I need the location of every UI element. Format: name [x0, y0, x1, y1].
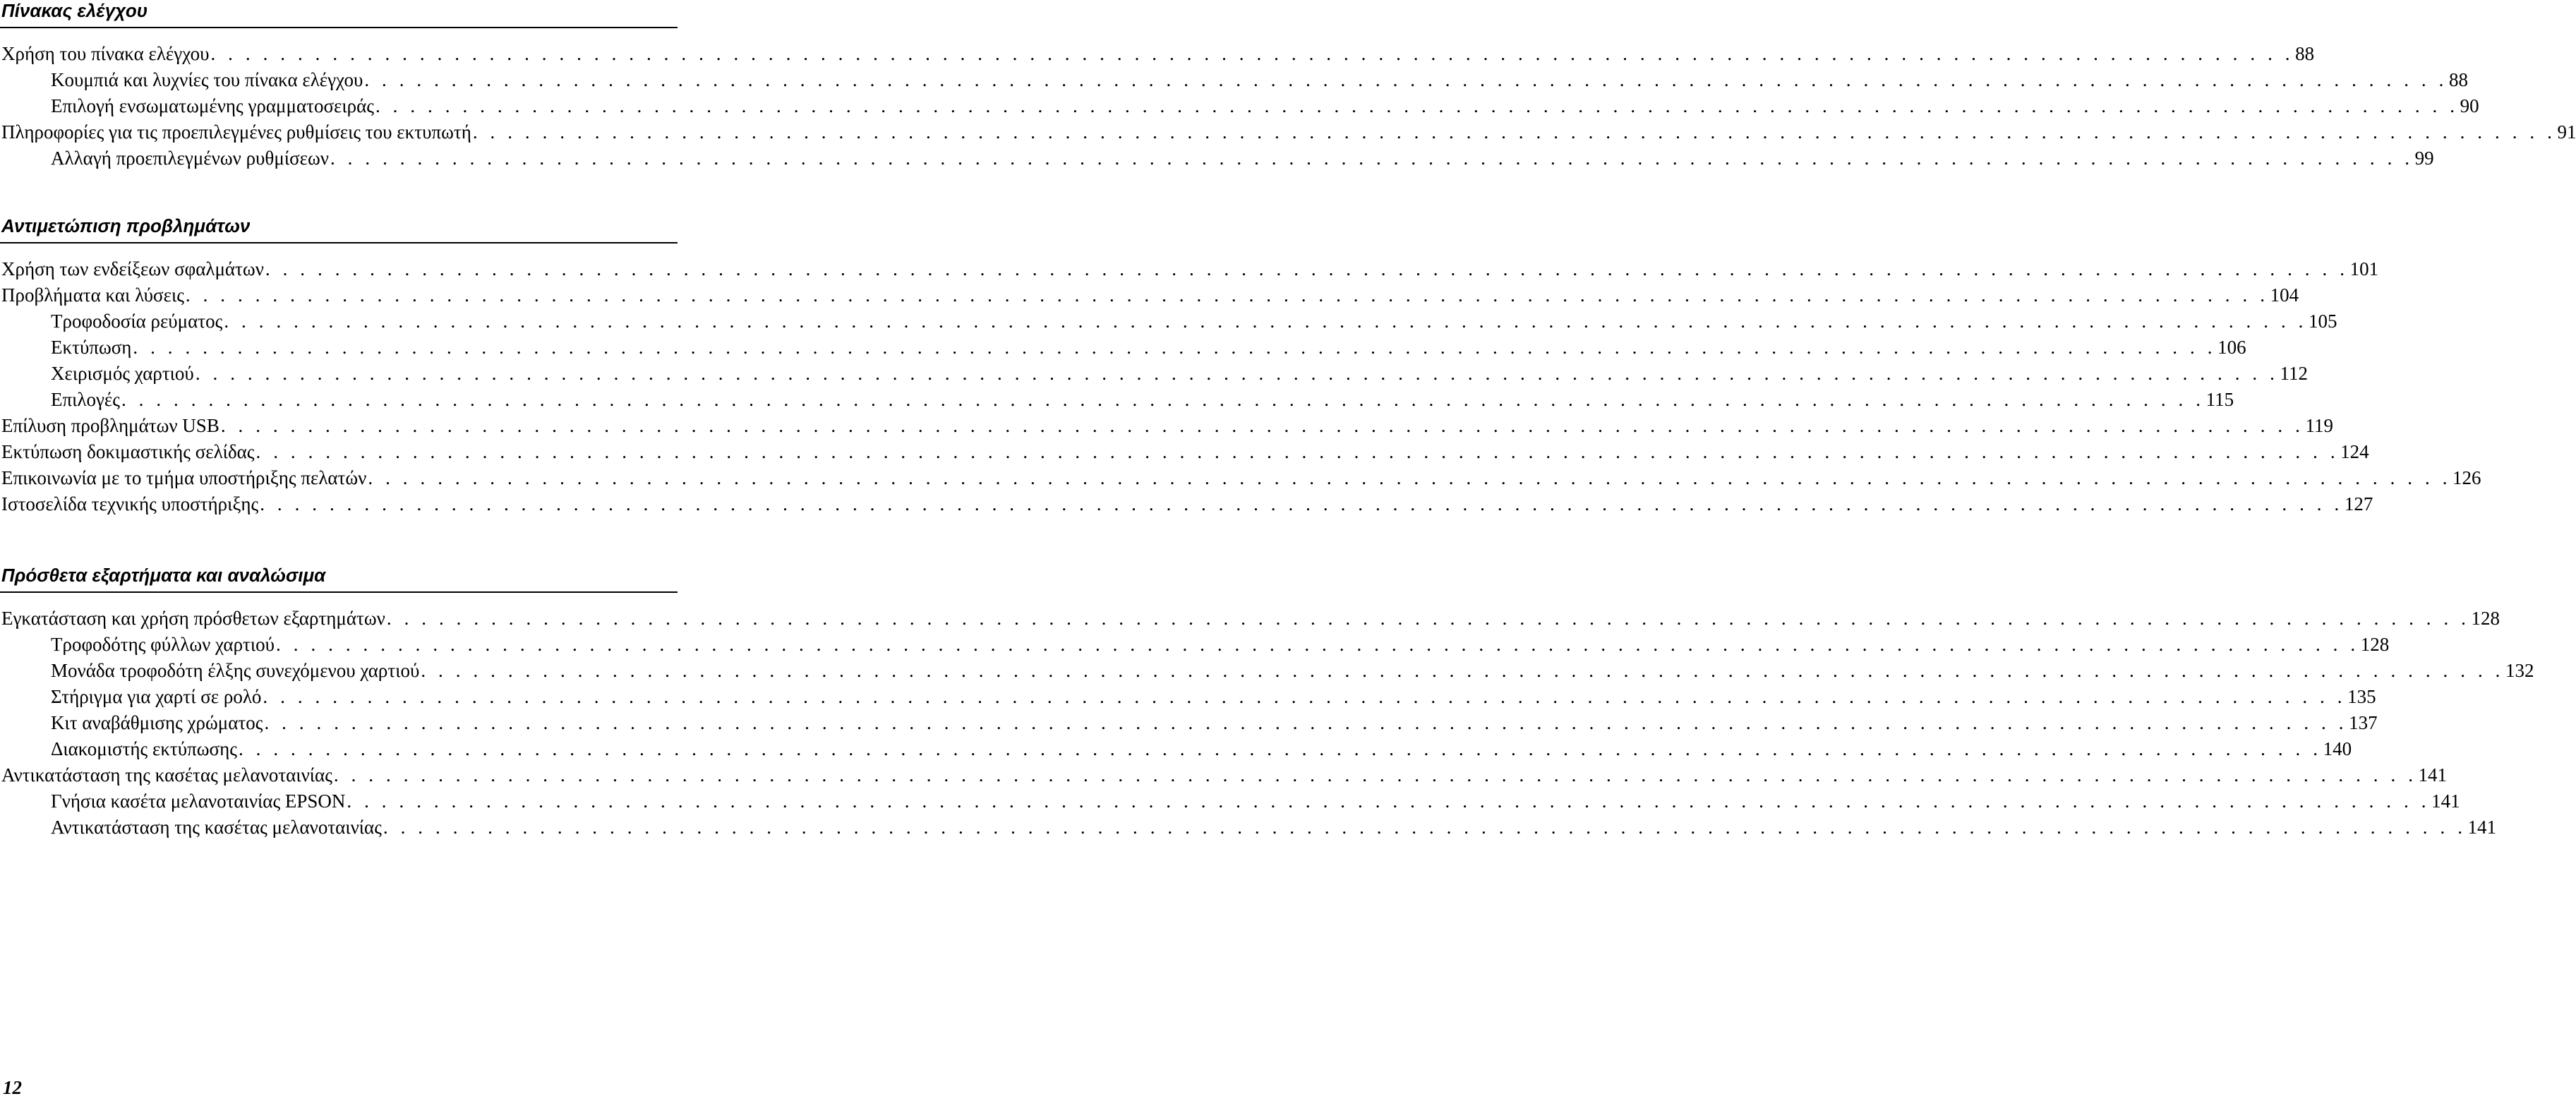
toc-entry-page: 124 [2340, 441, 2369, 462]
toc-entry-page: 119 [2305, 415, 2333, 436]
dot-leader: . . . . . . . . . . . . . . . . . . . . . . . . . . . . . . . . . . . . . . . . . . . . . . . . . . . . . . . . . . . . . . . . . . . . . . . . . . . . . . . . . . . . . . . . . . . . . . . . . . . . . . . . . . . . . . . . . . . . . . . . [210, 43, 2294, 64]
toc-entry[interactable] [0, 684, 2376, 710]
toc-entry-page: 137 [2349, 712, 2378, 733]
toc-entry-page: 128 [2471, 608, 2500, 629]
toc-entry-title: Αλλαγή προεπιλεγμένων ρυθμίσεων [51, 148, 329, 169]
toc-entry[interactable] [0, 491, 2373, 517]
toc-entry-page: 105 [2309, 311, 2337, 332]
dot-leader: . . . . . . . . . . . . . . . . . . . . . . . . . . . . . . . . . . . . . . . . . . . . . . . . . . . . . . . . . . . . . . . . . . . . . . . . . . . . . . . . . . . . . . . . . . . . . . . . . . . . . . . . . . . . . . . . . . . . . . . . [375, 95, 2459, 116]
dot-leader: . . . . . . . . . . . . . . . . . . . . . . . . . . . . . . . . . . . . . . . . . . . . . . . . . . . . . . . . . . . . . . . . . . . . . . . . . . . . . . . . . . . . . . . . . . . . . . . . . . . . . . . . . . . . . . . . . . . . . . . . [472, 121, 2556, 143]
toc-entry[interactable] [0, 93, 2479, 119]
toc-entry-title: Προβλήματα και λύσεις [1, 284, 184, 306]
toc-entry-title: Εκτύπωση δοκιμαστικής σελίδας [1, 441, 255, 462]
toc-entry-page: 101 [2349, 258, 2379, 279]
toc-entry[interactable] [0, 762, 2448, 788]
toc-entry-title: Στήριγμα για χαρτί σε ρολό [51, 686, 262, 707]
dot-leader: . . . . . . . . . . . . . . . . . . . . . . . . . . . . . . . . . . . . . . . . . . . . . . . . . . . . . . . . . . . . . . . . . . . . . . . . . . . . . . . . . . . . . . . . . . . . . . . . . . . . . . . . . . . . . . . . . . . . . . . . [185, 284, 2269, 306]
toc-entry-page: 140 [2323, 738, 2352, 759]
toc-entry[interactable] [0, 387, 2234, 413]
dot-leader: . . . . . . . . . . . . . . . . . . . . . . . . . . . . . . . . . . . . . . . . . . . . . . . . . . . . . . . . . . . . . . . . . . . . . . . . . . . . . . . . . . . . . . . . . . . . . . . . . . . . . . . . . . . . . . . . . . . . . . . . [238, 738, 2322, 759]
dot-leader: . . . . . . . . . . . . . . . . . . . . . . . . . . . . . . . . . . . . . . . . . . . . . . . . . . . . . . . . . . . . . . . . . . . . . . . . . . . . . . . . . . . . . . . . . . . . . . . . . . . . . . . . . . . . . . . . . . . . . . . . [121, 389, 2205, 410]
toc-entry-page: 88 [2295, 43, 2315, 64]
dot-leader: . . . . . . . . . . . . . . . . . . . . . . . . . . . . . . . . . . . . . . . . . . . . . . . . . . . . . . . . . . . . . . . . . . . . . . . . . . . . . . . . . . . . . . . . . . . . . . . . . . . . . . . . . . . . . . . . . . . . . . . . [133, 337, 2217, 358]
toc-entry[interactable] [0, 308, 2337, 335]
toc-entry[interactable] [0, 67, 2468, 93]
toc-entry-title: Ιστοσελίδα τεχνικής υποστήριξης [1, 493, 259, 515]
toc-entry-title: Πληροφορίες για τις προεπιλεγμένες ρυθμίσεις του εκτυπωτή [1, 121, 471, 143]
toc-entry-title: Αντικατάσταση της κασέτας μελανοταινίας [51, 817, 382, 838]
toc-entry-page: 88 [2448, 69, 2468, 90]
toc-entry-title: Χρήση των ενδείξεων σφαλμάτων [1, 258, 264, 279]
dot-leader: . . . . . . . . . . . . . . . . . . . . . . . . . . . . . . . . . . . . . . . . . . . . . . . . . . . . . . . . . . . . . . . . . . . . . . . . . . . . . . . . . . . . . . . . . . . . . . . . . . . . . . . . . . . . . . . . . . . . . . . . [368, 467, 2452, 488]
dot-leader: . . . . . . . . . . . . . . . . . . . . . . . . . . . . . . . . . . . . . . . . . . . . . . . . . . . . . . . . . . . . . . . . . . . . . . . . . . . . . . . . . . . . . . . . . . . . . . . . . . . . . . . . . . . . . . . . . . . . . . . . [255, 441, 2340, 462]
toc-entry[interactable] [0, 361, 2308, 387]
dot-leader: . . . . . . . . . . . . . . . . . . . . . . . . . . . . . . . . . . . . . . . . . . . . . . . . . . . . . . . . . . . . . . . . . . . . . . . . . . . . . . . . . . . . . . . . . . . . . . . . . . . . . . . . . . . . . . . . . . . . . . . . [263, 686, 2347, 707]
toc-entry-page: 141 [2467, 817, 2497, 838]
dot-leader: . . . . . . . . . . . . . . . . . . . . . . . . . . . . . . . . . . . . . . . . . . . . . . . . . . . . . . . . . . . . . . . . . . . . . . . . . . . . . . . . . . . . . . . . . . . . . . . . . . . . . . . . . . . . . . . . . . . . . . . . [347, 790, 2431, 812]
toc-entry-title: Κουμπιά και λυχνίες του πίνακα ελέγχου [51, 69, 363, 90]
toc-entry-page: 90 [2460, 95, 2479, 116]
dot-leader: . . . . . . . . . . . . . . . . . . . . . . . . . . . . . . . . . . . . . . . . . . . . . . . . . . . . . . . . . . . . . . . . . . . . . . . . . . . . . . . . . . . . . . . . . . . . . . . . . . . . . . . . . . . . . . . . . . . . . . . . [260, 493, 2343, 515]
dot-leader: . . . . . . . . . . . . . . . . . . . . . . . . . . . . . . . . . . . . . . . . . . . . . . . . . . . . . . . . . . . . . . . . . . . . . . . . . . . . . . . . . . . . . . . . . . . . . . . . . . . . . . . . . . . . . . . . . . . . . . . . [220, 415, 2304, 436]
toc-entry[interactable] [0, 413, 2333, 439]
page-number: 12 [3, 1077, 22, 1098]
dot-leader: . . . . . . . . . . . . . . . . . . . . . . . . . . . . . . . . . . . . . . . . . . . . . . . . . . . . . . . . . . . . . . . . . . . . . . . . . . . . . . . . . . . . . . . . . . . . . . . . . . . . . . . . . . . . . . . . . . . . . . . . [383, 817, 2467, 838]
toc-entry-page: 106 [2217, 337, 2246, 358]
toc-entry[interactable] [0, 119, 2576, 145]
toc-entry-title: Γνήσια κασέτα μελανοταινίας EPSON [51, 790, 346, 812]
toc-section-control-panel [0, 0, 2576, 172]
toc-entry[interactable] [0, 658, 2534, 684]
dot-leader: . . . . . . . . . . . . . . . . . . . . . . . . . . . . . . . . . . . . . . . . . . . . . . . . . . . . . . . . . . . . . . . . . . . . . . . . . . . . . . . . . . . . . . . . . . . . . . . . . . . . . . . . . . . . . . . . . . . . . . . . [421, 660, 2505, 681]
toc-entry-title: Χειρισμός χαρτιού [51, 363, 194, 384]
toc-section-options-consumables [0, 565, 2534, 841]
toc-entry[interactable] [0, 814, 2497, 841]
toc-entry[interactable] [0, 788, 2460, 814]
toc-entry[interactable] [0, 632, 2390, 658]
toc-entry-title: Επιλογή ενσωματωμένης γραμματοσειράς [51, 95, 374, 116]
toc-entry-title: Εκτύπωση [51, 337, 132, 358]
dot-leader: . . . . . . . . . . . . . . . . . . . . . . . . . . . . . . . . . . . . . . . . . . . . . . . . . . . . . . . . . . . . . . . . . . . . . . . . . . . . . . . . . . . . . . . . . . . . . . . . . . . . . . . . . . . . . . . . . . . . . . . . [264, 712, 2348, 733]
toc-entry-page: 99 [2414, 148, 2434, 169]
toc-entry-page: 141 [2418, 764, 2448, 786]
section-divider [0, 591, 678, 593]
toc-entry-title: Επιλογές [51, 389, 120, 410]
dot-leader: . . . . . . . . . . . . . . . . . . . . . . . . . . . . . . . . . . . . . . . . . . . . . . . . . . . . . . . . . . . . . . . . . . . . . . . . . . . . . . . . . . . . . . . . . . . . . . . . . . . . . . . . . . . . . . . . . . . . . . . . [333, 764, 2417, 786]
dot-leader: . . . . . . . . . . . . . . . . . . . . . . . . . . . . . . . . . . . . . . . . . . . . . . . . . . . . . . . . . . . . . . . . . . . . . . . . . . . . . . . . . . . . . . . . . . . . . . . . . . . . . . . . . . . . . . . . . . . . . . . . [276, 634, 2359, 655]
dot-leader: . . . . . . . . . . . . . . . . . . . . . . . . . . . . . . . . . . . . . . . . . . . . . . . . . . . . . . . . . . . . . . . . . . . . . . . . . . . . . . . . . . . . . . . . . . . . . . . . . . . . . . . . . . . . . . . . . . . . . . . . [265, 258, 2349, 279]
toc-entry-page: 127 [2344, 493, 2373, 515]
dot-leader: . . . . . . . . . . . . . . . . . . . . . . . . . . . . . . . . . . . . . . . . . . . . . . . . . . . . . . . . . . . . . . . . . . . . . . . . . . . . . . . . . . . . . . . . . . . . . . . . . . . . . . . . . . . . . . . . . . . . . . . . [364, 69, 2448, 90]
toc-entry-title: Τροφοδοσία ρεύματος [51, 311, 223, 332]
toc-entry[interactable] [0, 465, 2481, 491]
toc-entry-title: Επικοινωνία με το τμήμα υποστήριξης πελατών [1, 467, 367, 488]
toc-entry-title: Εγκατάσταση και χρήση πρόσθετων εξαρτημάτων [1, 608, 385, 629]
section-title: Πρόσθετα εξαρτήματα και αναλώσιμα [1, 565, 326, 586]
toc-entry-title: Κιτ αναβάθμισης χρώματος [51, 712, 263, 733]
toc-entry-page: 135 [2347, 686, 2376, 707]
toc-entry-page: 115 [2205, 389, 2234, 410]
dot-leader: . . . . . . . . . . . . . . . . . . . . . . . . . . . . . . . . . . . . . . . . . . . . . . . . . . . . . . . . . . . . . . . . . . . . . . . . . . . . . . . . . . . . . . . . . . . . . . . . . . . . . . . . . . . . . . . . . . . . . . . . [386, 608, 2470, 629]
section-title: Αντιμετώπιση προβλημάτων [1, 215, 251, 236]
toc-entry-page: 128 [2360, 634, 2390, 655]
toc-entry[interactable] [0, 256, 2379, 282]
section-divider [0, 242, 678, 243]
toc-entry-page: 132 [2505, 660, 2534, 681]
toc-entry-page: 141 [2431, 790, 2460, 812]
dot-leader: . . . . . . . . . . . . . . . . . . . . . . . . . . . . . . . . . . . . . . . . . . . . . . . . . . . . . . . . . . . . . . . . . . . . . . . . . . . . . . . . . . . . . . . . . . . . . . . . . . . . . . . . . . . . . . . . . . . . . . . . [330, 148, 2414, 169]
toc-entry-title: Διακομιστής εκτύπωσης [51, 738, 237, 759]
toc-entry-title: Χρήση του πίνακα ελέγχου [1, 43, 210, 64]
section-divider [0, 27, 678, 28]
toc-entry-title: Αντικατάσταση της κασέτας μελανοταινίας [1, 764, 332, 786]
toc-entry[interactable] [0, 41, 2315, 67]
toc-entry-page: 91 [2557, 121, 2576, 143]
section-title: Πίνακας ελέγχου [1, 0, 148, 21]
toc-entry[interactable] [0, 606, 2500, 632]
toc-entry[interactable] [0, 710, 2378, 736]
toc-entry-page: 104 [2270, 284, 2299, 306]
toc-entry[interactable] [0, 282, 2299, 308]
toc-entry-page: 126 [2452, 467, 2481, 488]
toc-entry-title: Τροφοδότης φύλλων χαρτιού [51, 634, 275, 655]
toc-entry-title: Μονάδα τροφοδότη έλξης συνεχόμενου χαρτιού [51, 660, 420, 681]
toc-entry[interactable] [0, 335, 2246, 361]
dot-leader: . . . . . . . . . . . . . . . . . . . . . . . . . . . . . . . . . . . . . . . . . . . . . . . . . . . . . . . . . . . . . . . . . . . . . . . . . . . . . . . . . . . . . . . . . . . . . . . . . . . . . . . . . . . . . . . . . . . . . . . . [195, 363, 2279, 384]
toc-entry-page: 112 [2280, 363, 2308, 384]
toc-entry-title: Επίλυση προβλημάτων USB [1, 415, 219, 436]
toc-entry[interactable] [0, 439, 2369, 465]
toc-entry[interactable] [0, 736, 2352, 762]
dot-leader: . . . . . . . . . . . . . . . . . . . . . . . . . . . . . . . . . . . . . . . . . . . . . . . . . . . . . . . . . . . . . . . . . . . . . . . . . . . . . . . . . . . . . . . . . . . . . . . . . . . . . . . . . . . . . . . . . . . . . . . . [224, 311, 2307, 332]
toc-section-troubleshooting [0, 215, 2481, 517]
toc-entry[interactable] [0, 145, 2434, 172]
